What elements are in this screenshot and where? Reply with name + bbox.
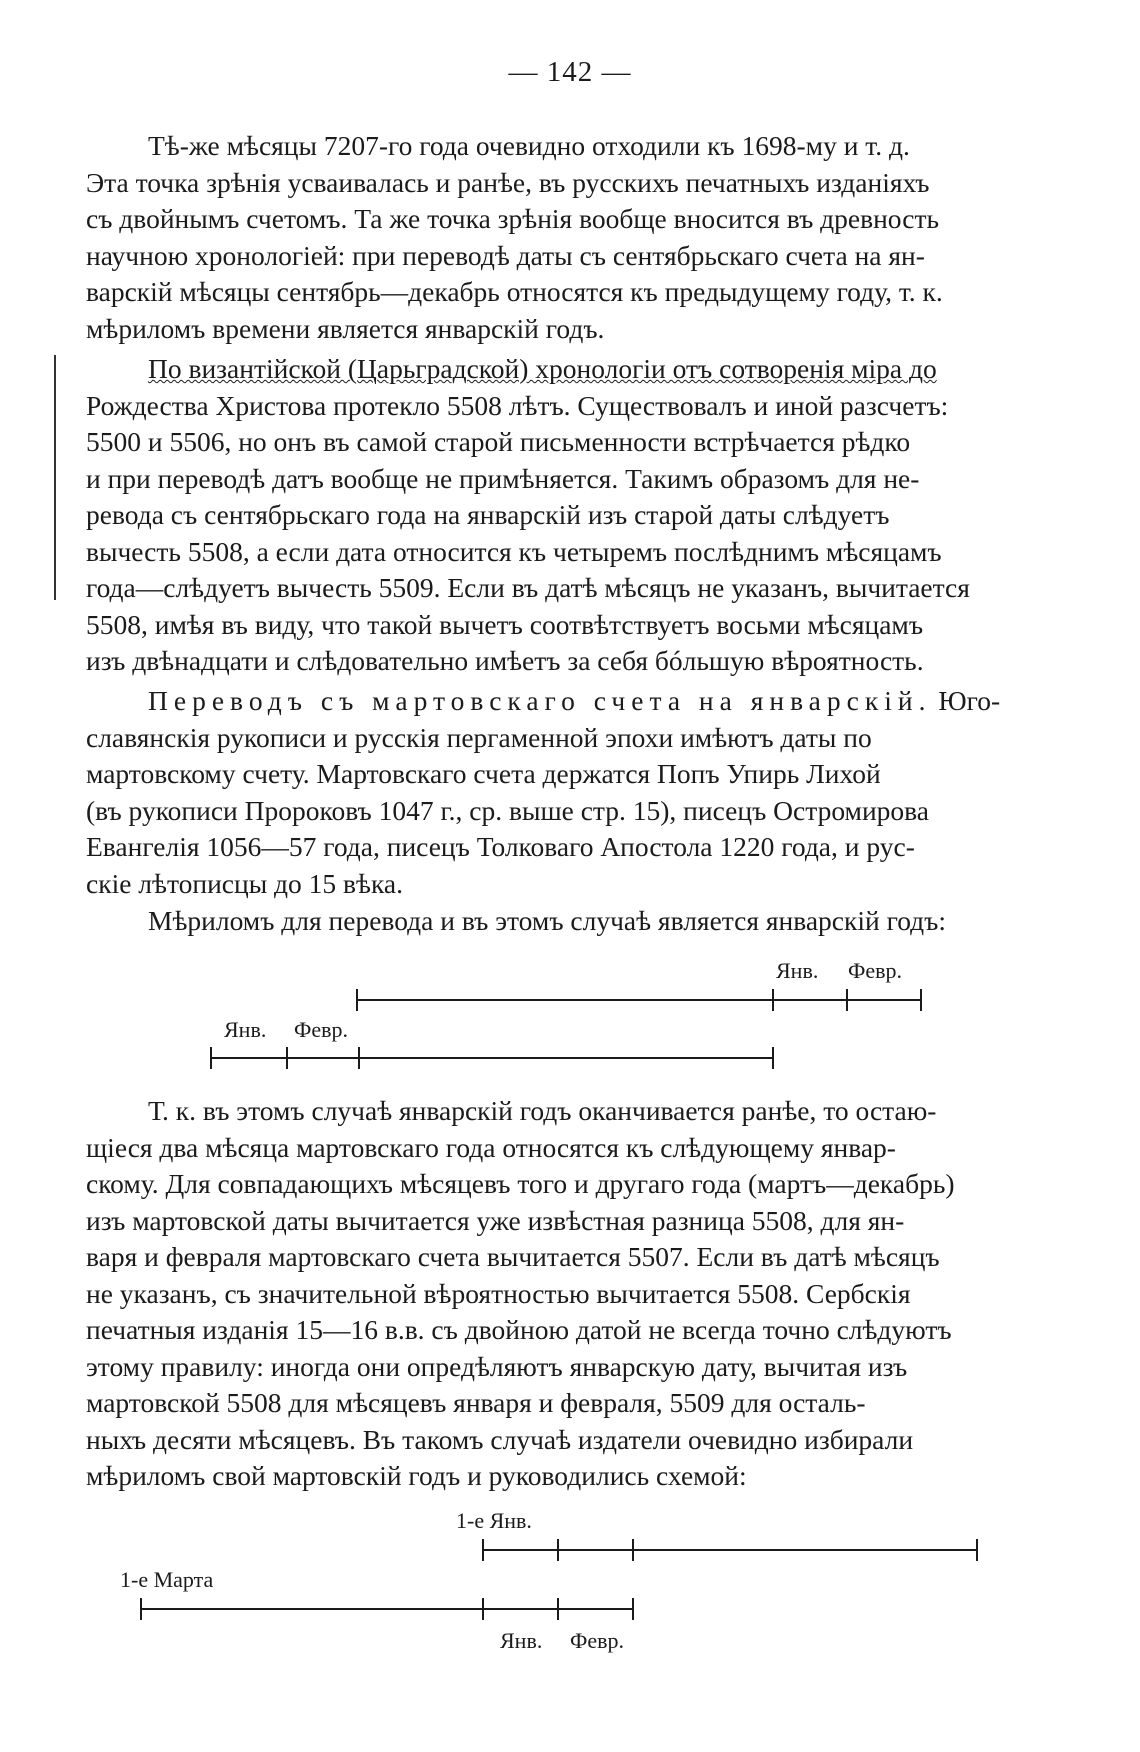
text-line: Евангелія 1056—57 года, писецъ Толковаго Апостола 1220 года, и рус- — [86, 831, 915, 862]
text-line: 5500 и 5506, но онъ въ самой старой письменности встрѣчается рѣдко — [86, 426, 911, 457]
tick-mark — [286, 1047, 288, 1069]
text-line: варскій мѣсяцы сентябрь—декабрь относятся къ предыдущему году, т. к. — [86, 276, 943, 307]
paragraph-1 — [86, 128, 1032, 347]
page-number: — 142 — — [508, 56, 632, 88]
text-line: (въ рукописи Пророковъ 1047 г., ср. выше стр. 15), писецъ Остромирова — [86, 794, 930, 826]
text-line: Тѣ-же мѣсяцы 7207-го года очевидно отходили къ 1698-му и т. д. — [148, 130, 910, 161]
diagram-label: Февр. — [294, 1017, 349, 1042]
paragraph-5 — [86, 1093, 1032, 1495]
tick-mark — [632, 1598, 634, 1620]
tick-mark — [632, 1539, 634, 1561]
tick-mark — [482, 1598, 484, 1620]
diagram-label: 1-е Янв. — [456, 1508, 532, 1533]
text-line: мѣриломъ времени является январскій годъ. — [86, 312, 605, 344]
text-line: не указанъ, съ значительной вѣроятностью вычитается 5508. Сербскія — [86, 1277, 911, 1309]
text-line: 5508, имѣя въ виду, что такой вычетъ соотвѣтствуетъ восьми мѣсяцамъ — [86, 608, 924, 640]
paragraph-4 — [86, 903, 1032, 940]
text-line: скому. Для совпадающихъ мѣсяцевъ того и другаго года (мартъ—декабрь) — [86, 1168, 955, 1199]
text-fragment: Юго- — [938, 685, 1001, 716]
text-line: варя и февраля мартовскаго счета вычитается 5507. Если въ датѣ мѣсяцъ — [86, 1241, 940, 1272]
text-line: Рождества Христова протекло 5508 лѣтъ. Существовалъ и иной разсчетъ: — [86, 389, 949, 421]
text-line: этому правилу: иногда они опредѣляютъ январскую дату, вычитая изъ — [86, 1350, 908, 1382]
text-line: изъ двѣнадцати и слѣдовательно имѣетъ за себя бóльшую вѣроятность. — [86, 645, 924, 676]
timeline-line — [357, 999, 921, 1001]
tick-mark — [772, 1047, 774, 1069]
text-line: Т. к. въ этомъ случаѣ январскій годъ оканчивается ранѣе, то остаю- — [148, 1095, 937, 1126]
tick-mark — [358, 1047, 360, 1069]
timeline-line — [141, 1608, 633, 1610]
diagram-label: Янв. — [776, 958, 819, 983]
text-line: Мѣриломъ для перевода и въ этомъ случаѣ является январскій годъ: — [148, 905, 947, 936]
text-line: щіеся два мѣсяца мартовскаго года относятся къ слѣдующему январ- — [86, 1131, 896, 1163]
diagram-label: 1-е Марта — [120, 1567, 214, 1592]
paragraph-2 — [86, 351, 1032, 680]
section-heading: Переводъ съ мартовскаго счета на январскій. — [148, 685, 932, 716]
text-line: Эта точка зрѣнія усваивалась и ранѣе, въ русскихъ печатныхъ изданіяхъ — [86, 166, 930, 198]
text-line: изъ мартовской даты вычитается уже извѣстная разница 5508, для ян- — [86, 1204, 905, 1236]
text-line: печатныя изданія 15—16 в.в. съ двойною датой не всегда точно слѣдуютъ — [86, 1314, 952, 1345]
diagram-label: Янв. — [224, 1017, 267, 1042]
diagram-label: Февр. — [848, 958, 903, 983]
diagram-label: Янв. — [500, 1628, 543, 1653]
text-line: года—слѣдуетъ вычесть 5509. Если въ датѣ мѣсяцъ не указанъ, вычитается — [86, 572, 970, 603]
text-line: мартовской 5508 для мѣсяцевъ января и февраля, 5509 для осталь- — [86, 1387, 866, 1418]
text-line: научною хронологіей: при переводѣ даты съ сентябрьскаго счета на ян- — [86, 239, 925, 271]
tick-mark — [920, 989, 922, 1011]
timeline-line — [211, 1057, 774, 1059]
text-line: съ двойнымъ счетомъ. Та же точка зрѣнія вообще вносится въ древность — [86, 203, 940, 234]
text-line: По византійской (Царьградской) хронологіи отъ сотворенія міра до — [148, 353, 937, 384]
text-line: вычесть 5508, а если дата относится къ четыремъ послѣднимъ мѣсяцамъ — [86, 535, 942, 567]
text-line: мѣриломъ свой мартовскій годъ и руководились схемой: — [86, 1460, 747, 1491]
tick-mark — [846, 989, 848, 1011]
diagram-label: Февр. — [570, 1628, 625, 1653]
tick-mark — [557, 1539, 559, 1561]
text-line: и при переводѣ датъ вообще не примѣняется. Такимъ образомъ для не- — [86, 462, 920, 494]
tick-mark — [557, 1598, 559, 1620]
text-line: скіе лѣтописцы до 15 вѣка. — [86, 867, 403, 899]
paragraph-3 — [86, 683, 1032, 902]
text-line: ныхъ десяти мѣсяцевъ. Въ такомъ случаѣ издатели очевидно избирали — [86, 1423, 914, 1455]
margin-mark — [54, 355, 56, 600]
text-line: славянскія рукописи и русскія пергаменной эпохи имѣютъ даты по — [86, 721, 872, 753]
tick-mark — [772, 989, 774, 1011]
text-line: мартовскому счету. Мартовскаго счета держатся Попъ Упирь Лихой — [86, 758, 881, 789]
tick-mark — [976, 1539, 978, 1561]
text-line: ревода съ сентябрьскаго года на январскій изъ старой даты слѣдуетъ — [86, 499, 890, 530]
